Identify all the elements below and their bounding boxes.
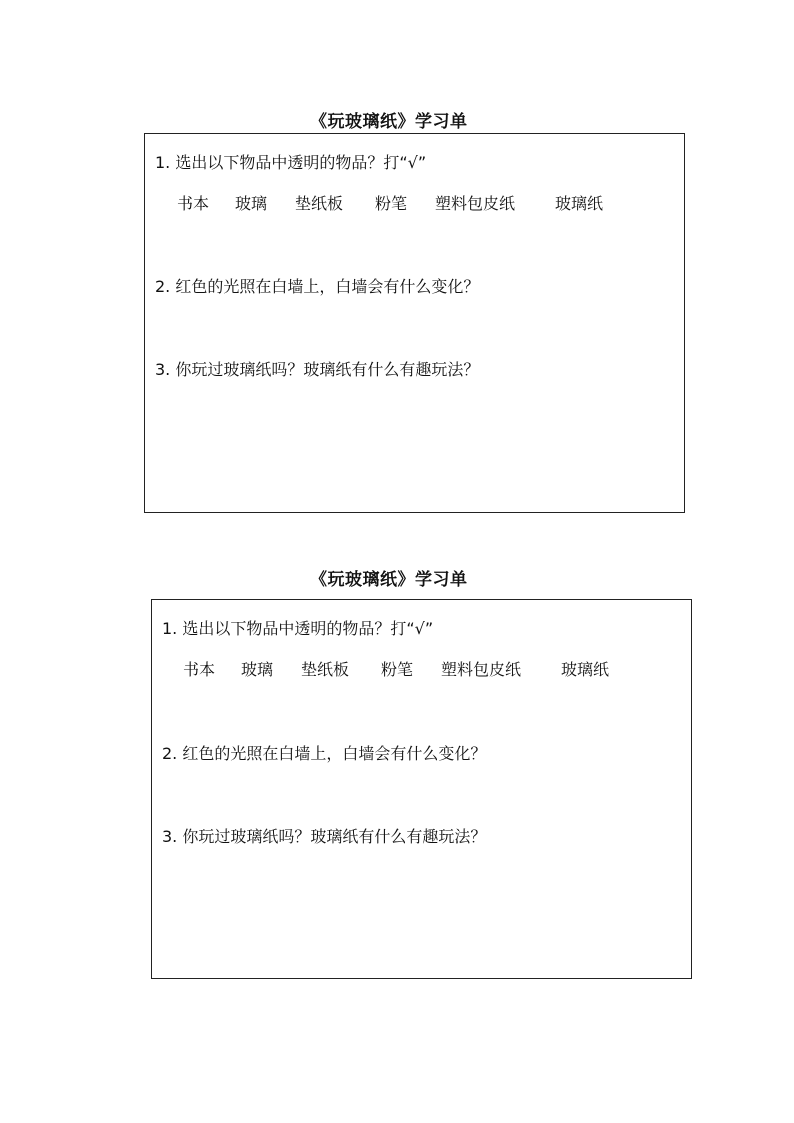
item-list xyxy=(177,191,615,214)
item-chalk: 粉笔 xyxy=(381,660,414,679)
item-book: 书本 xyxy=(177,194,210,213)
question-2: 2. 红色的光照在白墙上，白墙会有什么变化？ xyxy=(155,277,480,296)
question-3: 3. 你玩过玻璃纸吗？玻璃纸有什么有趣玩法？ xyxy=(162,827,487,846)
item-glass: 玻璃 xyxy=(241,660,274,679)
item-plastic-wrap: 塑料包皮纸 xyxy=(435,194,516,213)
item-list xyxy=(183,657,621,680)
item-cardboard: 垫纸板 xyxy=(301,660,350,679)
item-cardboard: 垫纸板 xyxy=(295,194,344,213)
item-plastic-wrap: 塑料包皮纸 xyxy=(441,660,522,679)
item-cellophane: 玻璃纸 xyxy=(561,660,610,679)
worksheet-box xyxy=(144,133,685,513)
question-1: 1. 选出以下物品中透明的物品？打“√” xyxy=(162,619,434,638)
question-3: 3. 你玩过玻璃纸吗？玻璃纸有什么有趣玩法？ xyxy=(155,360,480,379)
item-cellophane: 玻璃纸 xyxy=(555,194,604,213)
question-2: 2. 红色的光照在白墙上，白墙会有什么变化？ xyxy=(162,744,487,763)
item-glass: 玻璃 xyxy=(235,194,268,213)
question-1: 1. 选出以下物品中透明的物品？打“√” xyxy=(155,153,427,172)
worksheet-title: 《玩玻璃纸》学习单 xyxy=(310,570,468,590)
worksheet-title: 《玩玻璃纸》学习单 xyxy=(310,112,468,132)
worksheet-box xyxy=(151,599,692,979)
item-chalk: 粉笔 xyxy=(375,194,408,213)
item-book: 书本 xyxy=(183,660,216,679)
